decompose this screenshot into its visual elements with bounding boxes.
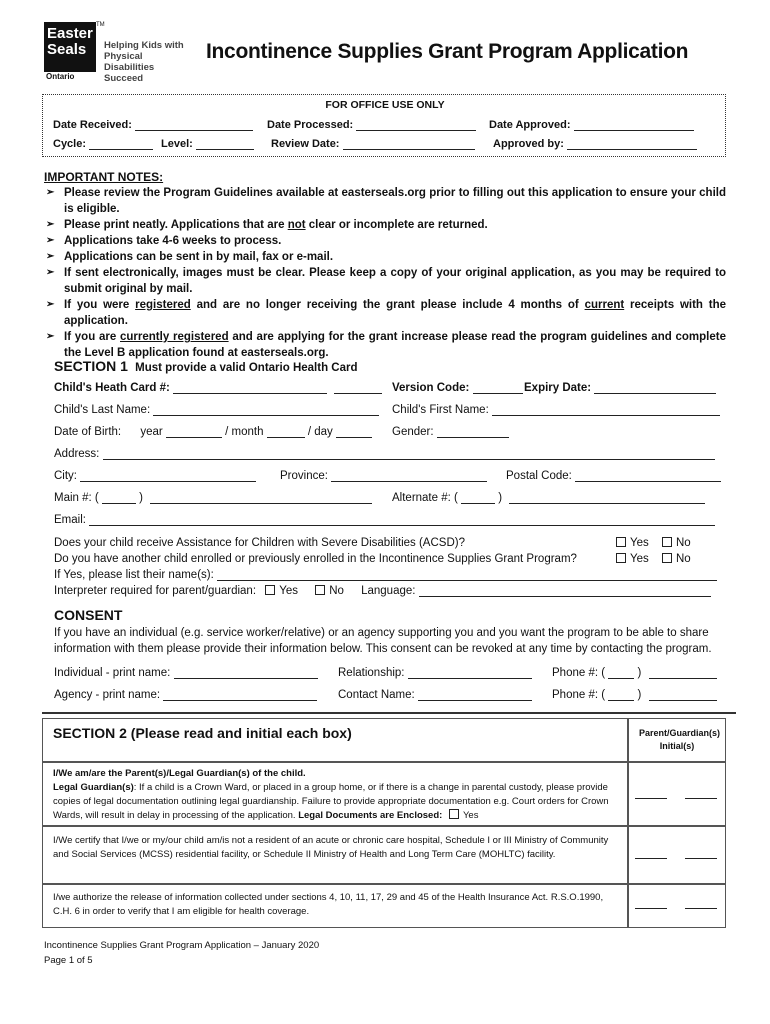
note-item: ➢ If you were registered and are no longer receiving the grant please include 4 months of current receipts with the application. xyxy=(44,297,726,329)
health-card-label: Child's Heath Card #: xyxy=(54,382,170,394)
relationship-label: Relationship: xyxy=(338,667,405,679)
page-footer xyxy=(44,938,319,968)
postal-code-field[interactable] xyxy=(506,470,721,482)
contact-name-field[interactable] xyxy=(338,689,532,701)
row1-initials-cell[interactable] xyxy=(628,762,726,826)
initial-line-2[interactable] xyxy=(685,849,717,859)
section2-row-1 xyxy=(42,762,628,826)
note-item: ➢ Applications take 4-6 weeks to process. xyxy=(44,233,726,249)
sibling-names-label: If Yes, please list their name(s): xyxy=(54,569,214,581)
interpreter-row xyxy=(54,585,711,597)
dob-day-label: / day xyxy=(307,426,333,438)
initials-header-cell xyxy=(628,718,726,762)
checkbox-icon xyxy=(265,585,275,595)
other-child-question: Do you have another child enrolled or previously enrolled in the Incontinence Supplies Grant Program? xyxy=(54,553,577,565)
easter-seals-logo xyxy=(44,22,96,72)
city-label: City: xyxy=(54,470,77,482)
main-phone-label: Main #: ( xyxy=(54,492,99,504)
section2-row-2 xyxy=(42,826,628,884)
row1-title: I/We am/are the Parent(s)/Legal Guardian(s) of the child. xyxy=(53,768,306,779)
section2-row-3 xyxy=(42,884,628,928)
sibling-names-field[interactable] xyxy=(54,569,717,581)
last-name-field[interactable] xyxy=(54,404,379,416)
note-emphasis-not: not xyxy=(287,219,306,231)
expiry-date-label: Expiry Date: xyxy=(524,382,592,394)
review-date-label: Review Date: xyxy=(271,138,340,150)
individual-phone-field[interactable]: Phone #: ( ) xyxy=(552,667,717,679)
date-processed-field[interactable] xyxy=(267,119,476,131)
province-label: Province: xyxy=(280,470,328,482)
notes-title: IMPORTANT NOTES: xyxy=(44,170,164,184)
cycle-field[interactable] xyxy=(53,138,153,150)
interpreter-label: Interpreter required for parent/guardian: xyxy=(54,585,257,597)
level-field[interactable] xyxy=(161,138,254,150)
dob-month-label: / month xyxy=(225,426,264,438)
initial-line-1[interactable] xyxy=(635,899,667,909)
checkbox-icon xyxy=(662,537,672,547)
note-item: ➢ Please review the Program Guidelines available at easterseals.org prior to filling out this application to ensure your child is eligible. xyxy=(44,185,726,217)
gender-field[interactable] xyxy=(392,426,509,438)
health-card-field[interactable] xyxy=(54,382,382,394)
email-label: Email: xyxy=(54,514,86,526)
last-name-label: Child's Last Name: xyxy=(54,404,151,416)
gender-label: Gender: xyxy=(392,426,434,438)
section1-heading: SECTION 1 xyxy=(54,358,128,374)
first-name-field[interactable] xyxy=(392,404,720,416)
date-approved-field[interactable] xyxy=(489,119,694,131)
note-item: ➢ Applications can be sent in by mail, fax or e-mail. xyxy=(44,249,726,265)
logo-trademark: TM xyxy=(96,22,105,28)
province-field[interactable] xyxy=(280,470,487,482)
dob-label: Date of Birth: xyxy=(54,426,122,438)
initial-line-2[interactable] xyxy=(685,789,717,799)
address-field[interactable] xyxy=(54,448,715,460)
checkbox-icon xyxy=(315,585,325,595)
individual-name-field[interactable] xyxy=(54,667,318,679)
initial-line-1[interactable] xyxy=(635,849,667,859)
individual-phone-label: Phone #: ( xyxy=(552,667,606,679)
agency-name-label: Agency - print name: xyxy=(54,689,161,701)
initials-header: Parent/Guardian(s) Initial(s) xyxy=(639,728,721,751)
other-child-no-checkbox[interactable]: No xyxy=(662,553,691,565)
approved-by-field[interactable] xyxy=(493,138,697,150)
cycle-label: Cycle: xyxy=(53,138,87,150)
section1-subheading: Must provide a valid Ontario Health Card xyxy=(135,362,358,374)
date-received-label: Date Received: xyxy=(53,119,132,131)
notes-list xyxy=(44,185,726,361)
section-divider xyxy=(42,712,736,714)
review-date-field[interactable] xyxy=(271,138,475,150)
approved-by-label: Approved by: xyxy=(493,138,564,150)
note-item: ➢ Please print neatly. Applications that are not clear or incomplete are returned. xyxy=(44,217,726,233)
date-processed-label: Date Processed: xyxy=(267,119,354,131)
logo-region: Ontario xyxy=(46,72,75,81)
row1-text: Legal Guardian(s): If a child is a Crown Ward, or placed in a group home, or if there is a change in parental custody, please provide copies of legal documentation outlining legal guardianship. Failure to provide appropriate documentation e.g. Court orders for Crown Wards, will result in delay in processing of the application. Legal Documents are Enclosed: Yes xyxy=(53,782,609,821)
section2-header-cell xyxy=(42,718,628,762)
consent-heading: CONSENT xyxy=(54,607,123,623)
date-approved-label: Date Approved: xyxy=(489,119,571,131)
page-title: Incontinence Supplies Grant Program Application xyxy=(206,40,689,63)
page-number: Page 1 of 5 xyxy=(44,955,93,966)
postal-code-label: Postal Code: xyxy=(506,470,572,482)
other-child-yes-checkbox[interactable]: Yes xyxy=(616,553,649,565)
language-input[interactable] xyxy=(419,585,711,597)
alternate-phone-label: Alternate #: ( xyxy=(392,492,458,504)
logo-text-line2: Seals xyxy=(47,41,87,58)
acsd-question: Does your child receive Assistance for Children with Severe Disabilities (ACSD)? xyxy=(54,537,465,549)
version-code-field[interactable] xyxy=(392,382,523,394)
legal-docs-yes-checkbox[interactable]: Yes xyxy=(449,810,479,821)
checkbox-icon xyxy=(616,553,626,563)
consent-text: If you have an individual (e.g. service worker/relative) or an agency supporting you and you want the program to be able to share information with them please provide their information below. This consent can be revoked at any time by contacting the program. xyxy=(54,627,712,655)
email-field[interactable] xyxy=(54,514,715,526)
city-field[interactable] xyxy=(54,470,256,482)
dob-year-label: year xyxy=(140,426,163,438)
section2-heading: SECTION 2 (Please read and initial each box) xyxy=(53,725,352,741)
agency-name-field[interactable] xyxy=(54,689,317,701)
note-item: ➢ If sent electronically, images must be clear. Please keep a copy of your original application, as you may be required to submit original by mail. xyxy=(44,265,726,297)
row3-text: I/we authorize the release of information collected under sections 4, 10, 11, 17, 29 and 45 of the Health Insurance Act. R.S.O.1990, C.H. 6 in order to verify that I am eligible for health coverage. xyxy=(53,892,604,917)
logo-text-line1: Easter xyxy=(47,25,93,42)
level-label: Level: xyxy=(161,138,193,150)
logo-tagline: Helping Kids with Physical Disabilities Succeed xyxy=(104,40,184,84)
section1-heading-row xyxy=(54,358,357,374)
row2-initials-cell[interactable] xyxy=(628,826,726,884)
expiry-date-field[interactable] xyxy=(524,382,716,394)
individual-name-label: Individual - print name: xyxy=(54,667,171,679)
checkbox-icon xyxy=(616,537,626,547)
initial-line-1[interactable] xyxy=(635,789,667,799)
office-use-box xyxy=(42,94,726,157)
address-label: Address: xyxy=(54,448,100,460)
office-use-heading: FOR OFFICE USE ONLY xyxy=(325,99,445,111)
row2-text: I/We certify that I/we or my/our child am/is not a resident of an acute or chronic care hospital, Schedule I or III Ministry of Community and Social Services (MCSS) residential facility, or Schedule II Ministry of Health and Long Term Care (MOHLTC) facility. xyxy=(53,835,609,860)
acsd-no-checkbox[interactable]: No xyxy=(662,537,691,549)
interpreter-no-checkbox[interactable]: No xyxy=(315,585,344,597)
row3-initials-cell[interactable] xyxy=(628,884,726,928)
language-label: Language: xyxy=(361,585,416,597)
first-name-label: Child's First Name: xyxy=(392,404,489,416)
agency-phone-field[interactable]: Phone #: ( ) xyxy=(552,689,717,701)
checkbox-icon xyxy=(449,809,459,819)
agency-phone-label: Phone #: ( xyxy=(552,689,606,701)
initial-line-2[interactable] xyxy=(685,899,717,909)
main-phone-field[interactable]: Main #: ( ) xyxy=(54,492,372,504)
contact-name-label: Contact Name: xyxy=(338,689,415,701)
version-code-label: Version Code: xyxy=(392,382,470,394)
footer-doc-title: Incontinence Supplies Grant Program Application – January 2020 xyxy=(44,940,320,951)
dob-field[interactable] xyxy=(54,426,372,438)
alternate-phone-field[interactable]: Alternate #: ( ) xyxy=(392,492,705,504)
checkbox-icon xyxy=(662,553,672,563)
relationship-field[interactable] xyxy=(338,667,532,679)
interpreter-yes-checkbox[interactable]: Yes xyxy=(265,585,298,597)
date-received-field[interactable] xyxy=(53,119,253,131)
note-item: ➢ If you are currently registered and are applying for the grant increase please read the program guidelines and complete the Level B application found at easterseals.org. xyxy=(44,329,726,361)
acsd-yes-checkbox[interactable]: Yes xyxy=(616,537,649,549)
